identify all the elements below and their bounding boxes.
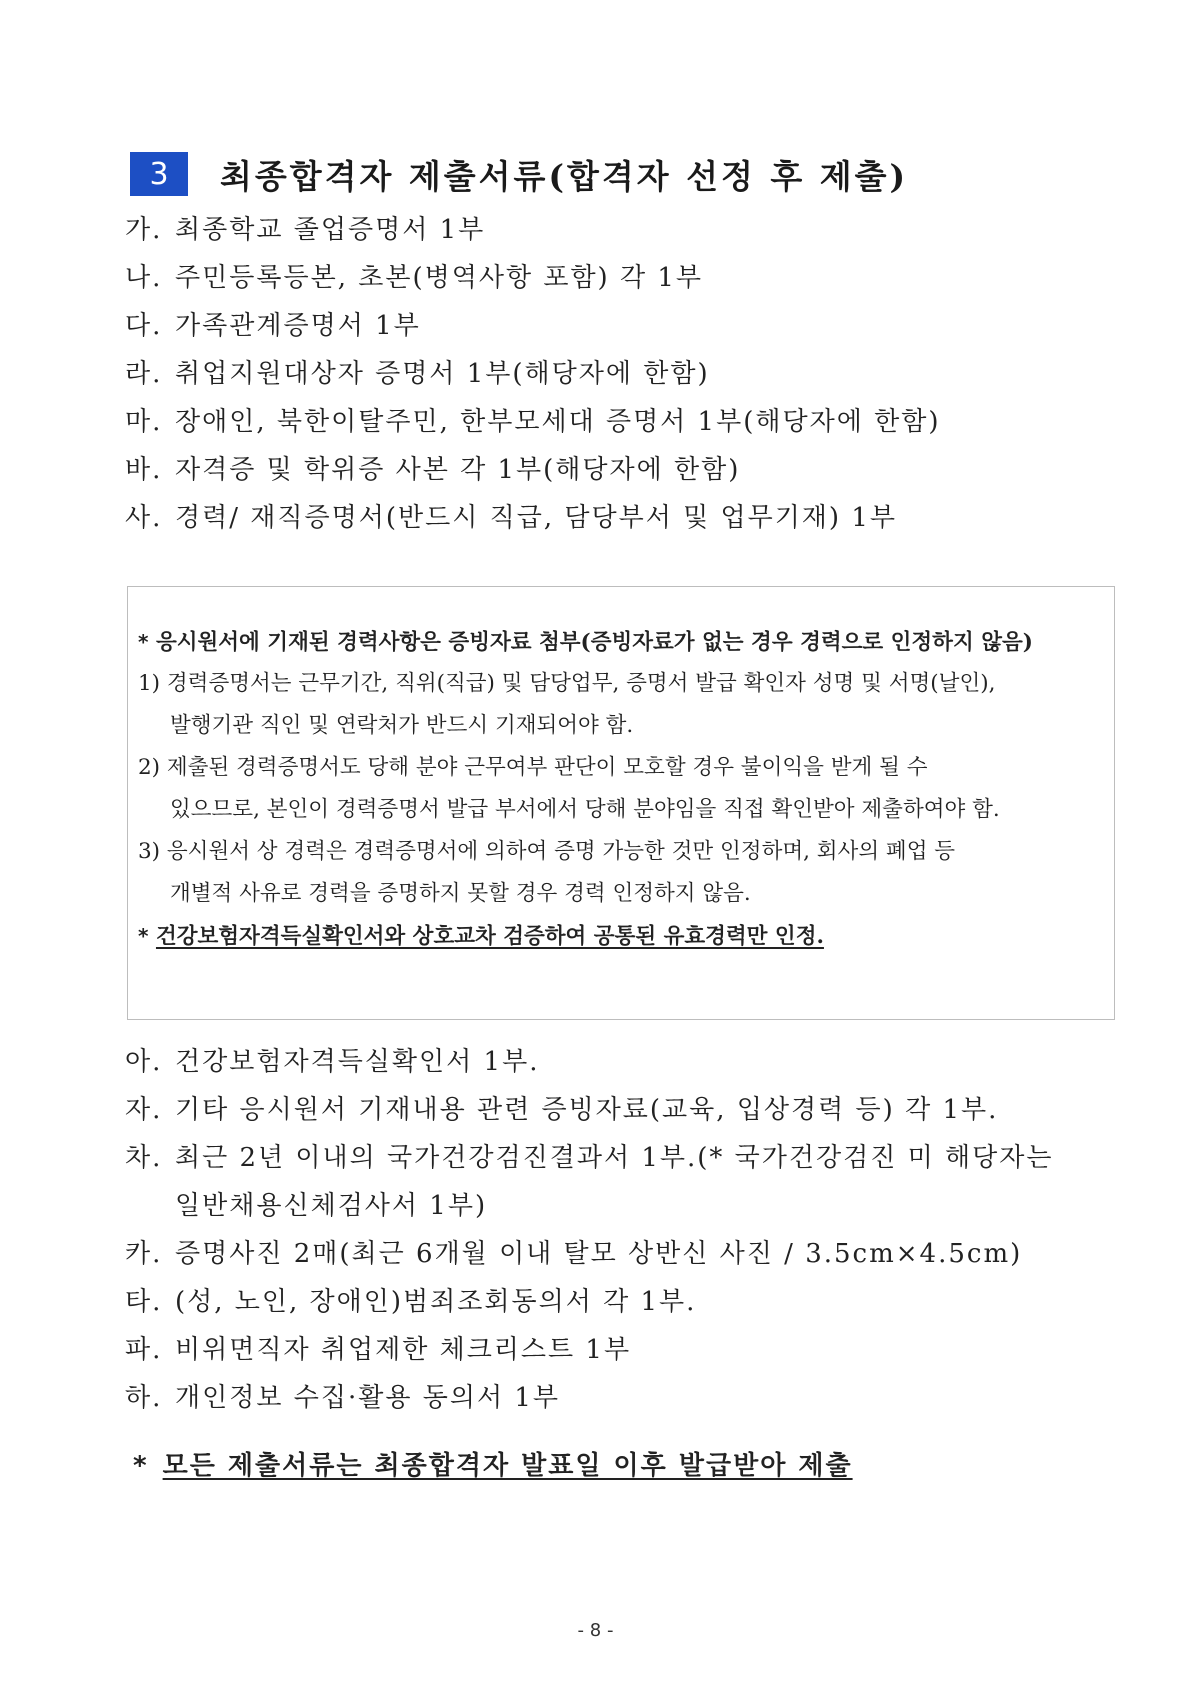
item-text: 주민등록등본, 초본(병역사항 포함) 각 1부 (175, 263, 704, 293)
item-marker: 다. (125, 311, 163, 341)
item-text: 건강보험자격득실확인서 1부. (175, 1047, 540, 1077)
notice-line: 1) 경력증명서는 근무기간, 직위(직급) 및 담당업무, 증명서 발급 확인자 성명 및 서명(날인), (138, 671, 996, 696)
item-marker: 카. (125, 1239, 163, 1269)
item-text: 장애인, 북한이탈주민, 한부모세대 증명서 1부(해당자에 한함) (175, 407, 941, 437)
item-marker: 바. (125, 455, 163, 485)
item-text: 비위면직자 취업제한 체크리스트 1부 (175, 1335, 632, 1365)
notice-line: 2) 제출된 경력증명서도 당해 분야 근무여부 판단이 모호할 경우 불이익을 받게 될 수 (138, 755, 928, 780)
list-item (125, 405, 940, 439)
list-item (125, 1285, 696, 1319)
item-text: 개인정보 수집·활용 동의서 1부 (175, 1383, 560, 1413)
notice-box (127, 586, 1115, 1020)
item-marker: 나. (125, 263, 163, 293)
item-text: 증명사진 2매(최근 6개월 이내 탈모 상반신 사진 / 3.5cm×4.5cm) (175, 1239, 1023, 1269)
item-marker: 타. (125, 1287, 163, 1317)
section-heading (130, 150, 908, 198)
list-item (125, 1333, 631, 1367)
item-text: 기타 응시원서 기재내용 관련 증빙자료(교육, 입상경력 등) 각 1부. (175, 1095, 999, 1125)
item-text: (성, 노인, 장애인)범죄조회동의서 각 1부. (175, 1287, 697, 1317)
notice-line: 있으므로, 본인이 경력증명서 발급 부서에서 당해 분야임을 직접 확인받아 제출하여야 함. (170, 797, 1000, 822)
list-item (125, 1141, 1053, 1175)
list-item (125, 357, 710, 391)
list-item (125, 261, 703, 295)
item-marker: 자. (125, 1095, 163, 1125)
item-text: 최근 2년 이내의 국가건강검진결과서 1부.(* 국가건강검진 미 해당자는 (175, 1143, 1054, 1173)
page-number: - 8 - (577, 1620, 614, 1641)
list-item (125, 1045, 539, 1079)
notice-line: 개별적 사유로 경력을 증명하지 못할 경우 경력 인정하지 않음. (170, 881, 751, 906)
item-text: 자격증 및 학위증 사본 각 1부(해당자에 한함) (175, 455, 741, 485)
notice-line: 발행기관 직인 및 연락처가 반드시 기재되어야 함. (170, 713, 634, 738)
item-marker: 마. (125, 407, 163, 437)
item-marker: 하. (125, 1383, 163, 1413)
item-marker: 가. (125, 215, 163, 245)
list-item (125, 213, 485, 247)
list-item (125, 1381, 560, 1415)
notice-footer: * 건강보험자격득실확인서와 상호교차 검증하여 공통된 유효경력만 인정. (138, 924, 824, 949)
item-text: 최종학교 졸업증명서 1부 (175, 215, 486, 245)
item-text: 경력/ 재직증명서(반드시 직급, 담당부서 및 업무기재) 1부 (175, 503, 897, 533)
notice-header: * 응시원서에 기재된 경력사항은 증빙자료 첨부(증빙자료가 없는 경우 경력으로 인정하지 않음) (138, 630, 1033, 655)
item-marker: 아. (125, 1047, 163, 1077)
item-text: 취업지원대상자 증명서 1부(해당자에 한함) (175, 359, 710, 389)
section-title: 최종합격자 제출서류(합격자 선정 후 제출) (220, 156, 909, 196)
list-item (125, 453, 740, 487)
item-continuation: 일반채용신체검사서 1부) (175, 1191, 488, 1221)
list-item (125, 1093, 998, 1127)
item-text: 가족관계증명서 1부 (175, 311, 421, 341)
list-item (125, 501, 897, 535)
item-marker: 파. (125, 1335, 163, 1365)
item-marker: 라. (125, 359, 163, 389)
item-marker: 차. (125, 1143, 163, 1173)
notice-line: 3) 응시원서 상 경력은 경력증명서에 의하여 증명 가능한 것만 인정하며, 회사의 폐업 등 (138, 839, 956, 864)
final-note: * 모든 제출서류는 최종합격자 발표일 이후 발급받아 제출 (133, 1451, 853, 1481)
list-item (125, 309, 421, 343)
item-marker: 사. (125, 503, 163, 533)
list-item (125, 1237, 1022, 1271)
section-number-badge: 3 (130, 152, 188, 196)
